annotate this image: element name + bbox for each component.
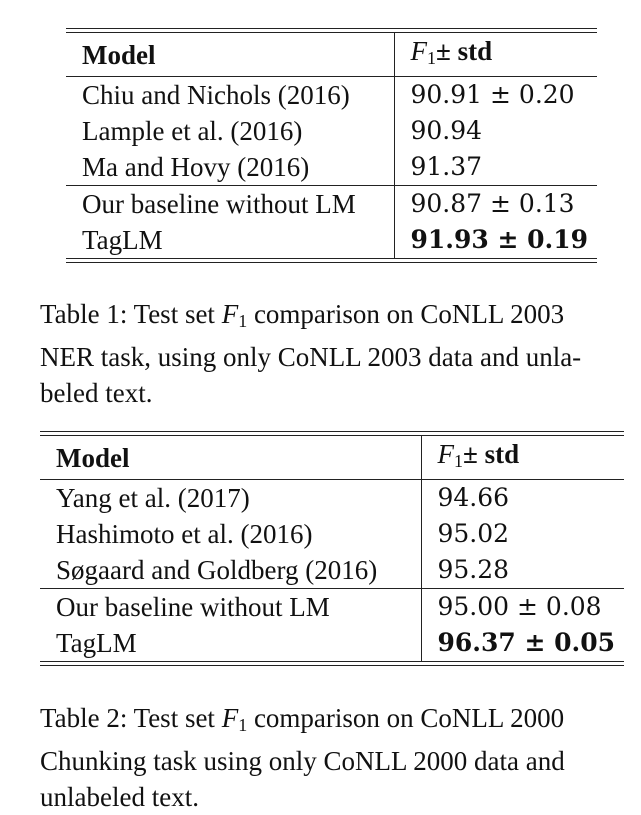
caption-line — [40, 339, 630, 375]
score-value: 95.02 — [421, 516, 624, 552]
score-value: 90.91 ± 0.20 — [394, 77, 597, 114]
score-value: 91.93 ± 0.19 — [394, 222, 597, 258]
score-value: 95.00 ± 0.08 — [421, 589, 624, 626]
model-column-header: Model — [82, 39, 156, 70]
bottom-rule-inner — [40, 661, 624, 662]
table-row — [40, 516, 624, 552]
header-row — [40, 436, 624, 480]
std-label: ± std — [436, 36, 493, 66]
caption-text: unlabeled text. — [40, 782, 199, 812]
top-rule — [40, 431, 624, 432]
caption-text: comparison on CoNLL 2003 — [247, 299, 565, 329]
table-row — [40, 552, 624, 589]
score-value: 91.37 — [394, 149, 597, 186]
table-row — [66, 222, 597, 258]
table-row — [66, 149, 597, 186]
table-2-caption — [40, 700, 630, 815]
results-table-2 — [40, 436, 624, 661]
table-row — [40, 589, 624, 626]
caption-text: Table 2: Test set — [40, 703, 222, 733]
score-value: 96.37 ± 0.05 — [421, 625, 624, 661]
f1-symbol: $F_1$ — [437, 439, 463, 471]
f1-subscript: 1 — [427, 48, 436, 68]
f1-subscript: 1 — [238, 311, 248, 331]
caption-text: Table 1: Test set — [40, 299, 222, 329]
f1-symbol: $F_1$ — [221, 703, 248, 735]
f1-subscript: 1 — [238, 715, 248, 735]
model-column-header: Model — [56, 442, 130, 473]
caption-text: NER task, using only CoNLL 2003 data and unla- — [40, 342, 582, 372]
table-1 — [66, 28, 597, 263]
top-rule — [66, 28, 597, 29]
f1-subscript: 1 — [454, 451, 463, 471]
std-label: ± std — [463, 439, 520, 469]
model-name: Hashimoto et al. (2016) — [56, 519, 313, 549]
model-name: TagLM — [56, 628, 137, 658]
model-name: Chiu and Nichols (2016) — [66, 77, 394, 114]
model-name: Lample et al. (2016) — [82, 116, 303, 146]
caption-line — [40, 375, 630, 411]
header-row — [66, 33, 597, 77]
caption-line — [40, 700, 630, 743]
score-value: 94.66 — [421, 480, 624, 517]
table-row — [66, 113, 597, 149]
table-2 — [40, 431, 624, 666]
table-row — [66, 186, 597, 223]
metric-column-header — [394, 33, 597, 77]
model-name: Søgaard and Goldberg (2016) — [56, 555, 378, 585]
caption-line — [40, 296, 630, 339]
caption-line — [40, 743, 630, 779]
f1-symbol: $F_1$ — [221, 299, 248, 331]
metric-column-header — [421, 436, 624, 480]
caption-text: beled text. — [40, 378, 153, 408]
table-row — [40, 480, 624, 517]
bottom-rule — [66, 262, 597, 263]
f1-symbol: $F_1$ — [410, 36, 436, 68]
model-name: Ma and Hovy (2016) — [82, 152, 310, 182]
bottom-rule-inner — [66, 258, 597, 259]
model-name: TagLM — [82, 225, 163, 255]
model-name: Yang et al. (2017) — [40, 480, 421, 517]
bottom-rule — [40, 665, 624, 666]
model-name: Our baseline without LM — [66, 186, 394, 223]
caption-text: Chunking task using only CoNLL 2000 data and — [40, 746, 565, 776]
caption-text: comparison on CoNLL 2000 — [247, 703, 565, 733]
results-table-1 — [66, 33, 597, 258]
table-row — [40, 625, 624, 661]
model-name: Our baseline without LM — [40, 589, 421, 626]
table-1-caption — [40, 296, 630, 411]
score-value: 90.94 — [394, 113, 597, 149]
score-value: 90.87 ± 0.13 — [394, 186, 597, 223]
table-row — [66, 77, 597, 114]
score-value: 95.28 — [421, 552, 624, 589]
